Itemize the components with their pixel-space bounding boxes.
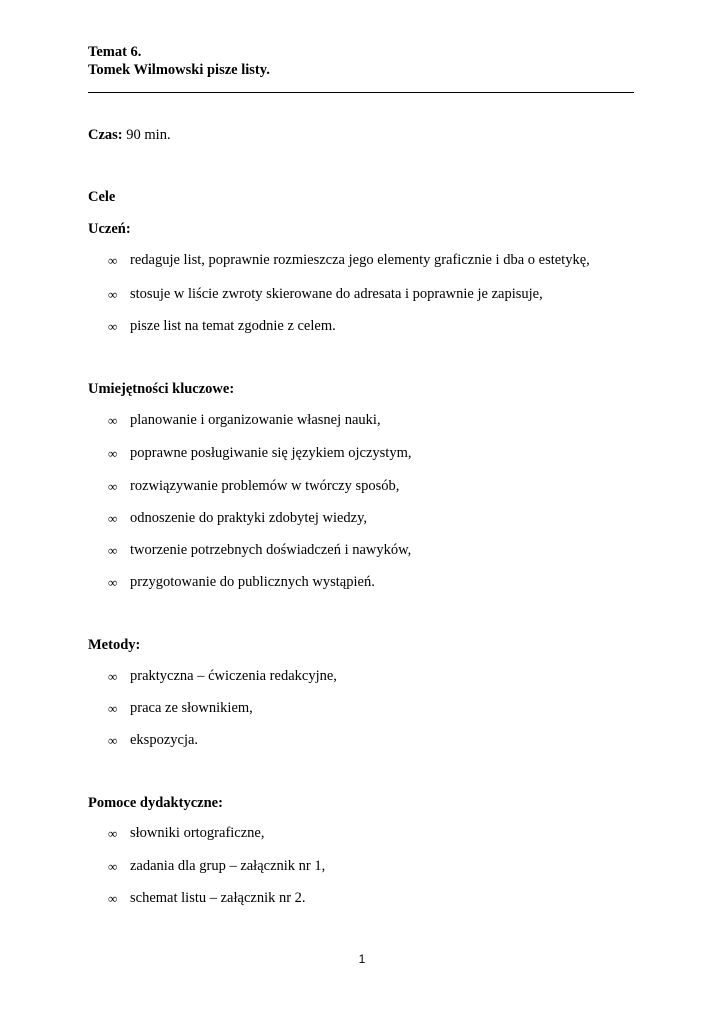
- list-item: stosuje w liście zwroty skierowane do adresata i poprawnie je zapisuje,: [130, 286, 543, 302]
- list-item: tworzenie potrzebnych doświadczeń i nawyków,: [130, 542, 412, 558]
- infinity-bullet-icon: ∞: [108, 826, 118, 841]
- list-item: planowanie i organizowanie własnej nauki,: [130, 412, 381, 428]
- list-item: przygotowanie do publicznych wystąpień.: [130, 574, 375, 590]
- infinity-bullet-icon: ∞: [108, 511, 118, 526]
- infinity-bullet-icon: ∞: [108, 669, 118, 684]
- methods-heading: Metody:: [88, 637, 141, 653]
- infinity-bullet-icon: ∞: [108, 859, 118, 874]
- list-item: schemat listu – załącznik nr 2.: [130, 890, 306, 906]
- infinity-bullet-icon: ∞: [108, 479, 118, 494]
- list-item: zadania dla grup – załącznik nr 1,: [130, 858, 326, 874]
- infinity-bullet-icon: ∞: [108, 446, 118, 461]
- infinity-bullet-icon: ∞: [108, 543, 118, 558]
- list-item: redaguje list, poprawnie rozmieszcza jego elementy graficznie i dba o estetykę,: [130, 252, 590, 268]
- infinity-bullet-icon: ∞: [108, 413, 118, 428]
- infinity-bullet-icon: ∞: [108, 733, 118, 748]
- teaching-aids-heading: Pomoce dydaktyczne:: [88, 795, 223, 811]
- duration-line: [88, 127, 171, 144]
- infinity-bullet-icon: ∞: [108, 701, 118, 716]
- student-heading: Uczeń:: [88, 221, 131, 237]
- lesson-number: Temat 6.: [88, 44, 142, 60]
- list-item: ekspozycja.: [130, 732, 199, 748]
- list-item: praktyczna – ćwiczenia redakcyjne,: [130, 668, 337, 684]
- infinity-bullet-icon: ∞: [108, 319, 118, 334]
- list-item: poprawne posługiwanie się językiem ojczystym,: [130, 445, 412, 461]
- list-item: pisze list na temat zgodnie z celem.: [130, 318, 336, 334]
- list-item: rozwiązywanie problemów w twórczy sposób,: [130, 478, 400, 494]
- infinity-bullet-icon: ∞: [108, 287, 118, 302]
- list-item: odnoszenie do praktyki zdobytej wiedzy,: [130, 510, 368, 526]
- goals-heading: Cele: [88, 189, 116, 205]
- infinity-bullet-icon: ∞: [108, 891, 118, 906]
- list-item: słowniki ortograficzne,: [130, 825, 265, 841]
- infinity-bullet-icon: ∞: [108, 575, 118, 590]
- duration-value: 90 min.: [122, 127, 171, 143]
- key-skills-heading: Umiejętności kluczowe:: [88, 381, 235, 397]
- page-number: 1: [358, 952, 366, 966]
- header-divider: [88, 92, 634, 93]
- lesson-title: Tomek Wilmowski pisze listy.: [88, 62, 270, 78]
- infinity-bullet-icon: ∞: [108, 253, 118, 268]
- list-item: praca ze słownikiem,: [130, 700, 253, 716]
- duration-label: Czas:: [88, 127, 123, 143]
